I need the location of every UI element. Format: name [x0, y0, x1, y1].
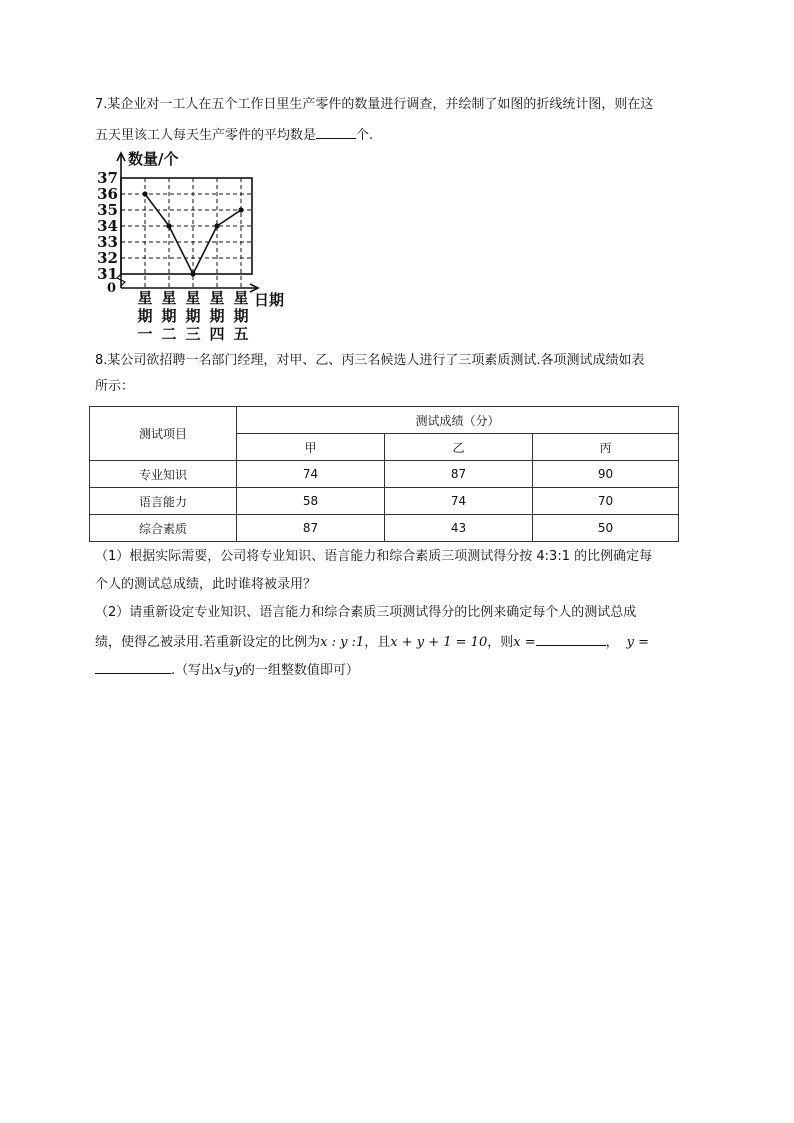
- x-tick-label: 期: [137, 307, 153, 325]
- x-tick-label: 期: [185, 307, 201, 325]
- origin-label: 0: [106, 281, 116, 296]
- q7-text-line1: 7.某企业对一工人在五个工作日里生产零件的数量进行调查，并绘制了如图的折线统计图，则在这: [95, 97, 654, 112]
- y-tick-label: 33: [97, 233, 118, 251]
- table-row: [90, 515, 679, 542]
- candidate-bing: 丙: [533, 434, 679, 461]
- x-tick-label: 期: [161, 307, 177, 325]
- x-tick-label: 五: [233, 325, 249, 343]
- q8-part2-text-b: ，且: [364, 635, 391, 650]
- q8-text-line1: 8.某公司欲招聘一名部门经理，对甲、乙、丙三名候选人进行了三项素质测试.各项测试成绩如表: [95, 353, 645, 368]
- q8-part2-line2: [95, 631, 649, 653]
- x-tick-label: 一: [137, 325, 153, 343]
- q7-text-after-blank: 个.: [356, 128, 374, 143]
- score-cell: 74: [385, 488, 533, 515]
- line-chart: [97, 145, 308, 345]
- y-tick-label: 35: [97, 201, 118, 219]
- q8-y-label: y =: [626, 635, 649, 650]
- q8-part2-text-d: .（写出: [171, 663, 215, 678]
- q8-part1-line2: 个人的测试总成绩，此时谁将被录用？: [95, 577, 317, 592]
- score-cell: 87: [385, 461, 533, 488]
- candidate-yi: 乙: [385, 434, 533, 461]
- score-cell: 70: [533, 488, 679, 515]
- table-header-row: [90, 407, 679, 434]
- q7-text-line2: [95, 124, 373, 146]
- x-tick-label: 二: [161, 325, 177, 343]
- q8-var-x: x: [214, 663, 222, 678]
- q8-text-line2: 所示：: [95, 379, 135, 394]
- q8-part2-line1: （2）请重新设定专业知识、语言能力和综合素质三项测试得分的比例来确定每个人的测试总成: [95, 605, 637, 620]
- table-row: [90, 488, 679, 515]
- header-scores: 测试成绩（分）: [237, 407, 679, 434]
- q8-equation: x + y + 1 = 10: [390, 635, 488, 650]
- x-tick-label: 星: [185, 289, 201, 307]
- header-item: 测试项目: [90, 407, 237, 461]
- data-point: [238, 207, 243, 212]
- score-table: [89, 406, 679, 542]
- q7-answer-blank[interactable]: [316, 124, 356, 139]
- data-point: [142, 191, 147, 196]
- q8-comma: ，: [605, 635, 619, 650]
- score-cell: 90: [533, 461, 679, 488]
- x-axis-label: 日期: [254, 291, 285, 309]
- x-tick-label: 星: [137, 289, 153, 307]
- q8-part2-line3: [95, 659, 359, 681]
- score-cell: 74: [237, 461, 385, 488]
- q8-part2-text-e: 与: [221, 663, 235, 678]
- x-tick-label: 期: [209, 307, 225, 325]
- q8-part2-text-c: ，则: [487, 635, 514, 650]
- table-row: [90, 461, 679, 488]
- q8-var-y: y: [234, 663, 242, 678]
- q8-part2-text-a: 绩，使得乙被录用.若重新设定的比例为: [95, 635, 321, 650]
- score-cell: 50: [533, 515, 679, 542]
- q8-ratio: x : y :1: [320, 635, 365, 650]
- candidate-jia: 甲: [237, 434, 385, 461]
- q8-y-answer-blank[interactable]: [95, 659, 171, 674]
- x-tick-label: 期: [233, 307, 249, 325]
- q8-x-answer-blank[interactable]: [536, 631, 606, 646]
- row-item: 综合素质: [90, 515, 237, 542]
- q7-text-before-blank: 五天里该工人每天生产零件的平均数是: [95, 128, 317, 143]
- data-point: [166, 223, 171, 228]
- x-tick-label: 星: [233, 289, 249, 307]
- x-tick-label: 四: [209, 325, 225, 343]
- score-cell: 87: [237, 515, 385, 542]
- y-tick-label: 34: [97, 217, 118, 235]
- data-point: [214, 223, 219, 228]
- q8-x-label: x =: [513, 635, 536, 650]
- q8-part1-line1: （1）根据实际需要，公司将专业知识、语言能力和综合素质三项测试得分按 4:3:1 的比例确定每: [95, 549, 653, 564]
- row-item: 专业知识: [90, 461, 237, 488]
- score-cell: 58: [237, 488, 385, 515]
- x-tick-label: 三: [185, 325, 201, 343]
- y-axis-label: 数量/个: [128, 150, 179, 168]
- data-point: [190, 271, 195, 276]
- y-tick-label: 37: [97, 169, 118, 187]
- y-tick-label: 31: [97, 265, 118, 283]
- q8-part2-text-f: 的一组整数值即可）: [241, 663, 359, 678]
- row-item: 语言能力: [90, 488, 237, 515]
- y-tick-label: 32: [97, 249, 118, 267]
- x-tick-label: 星: [209, 289, 225, 307]
- score-cell: 43: [385, 515, 533, 542]
- y-tick-label: 36: [97, 185, 118, 203]
- x-tick-label: 星: [161, 289, 177, 307]
